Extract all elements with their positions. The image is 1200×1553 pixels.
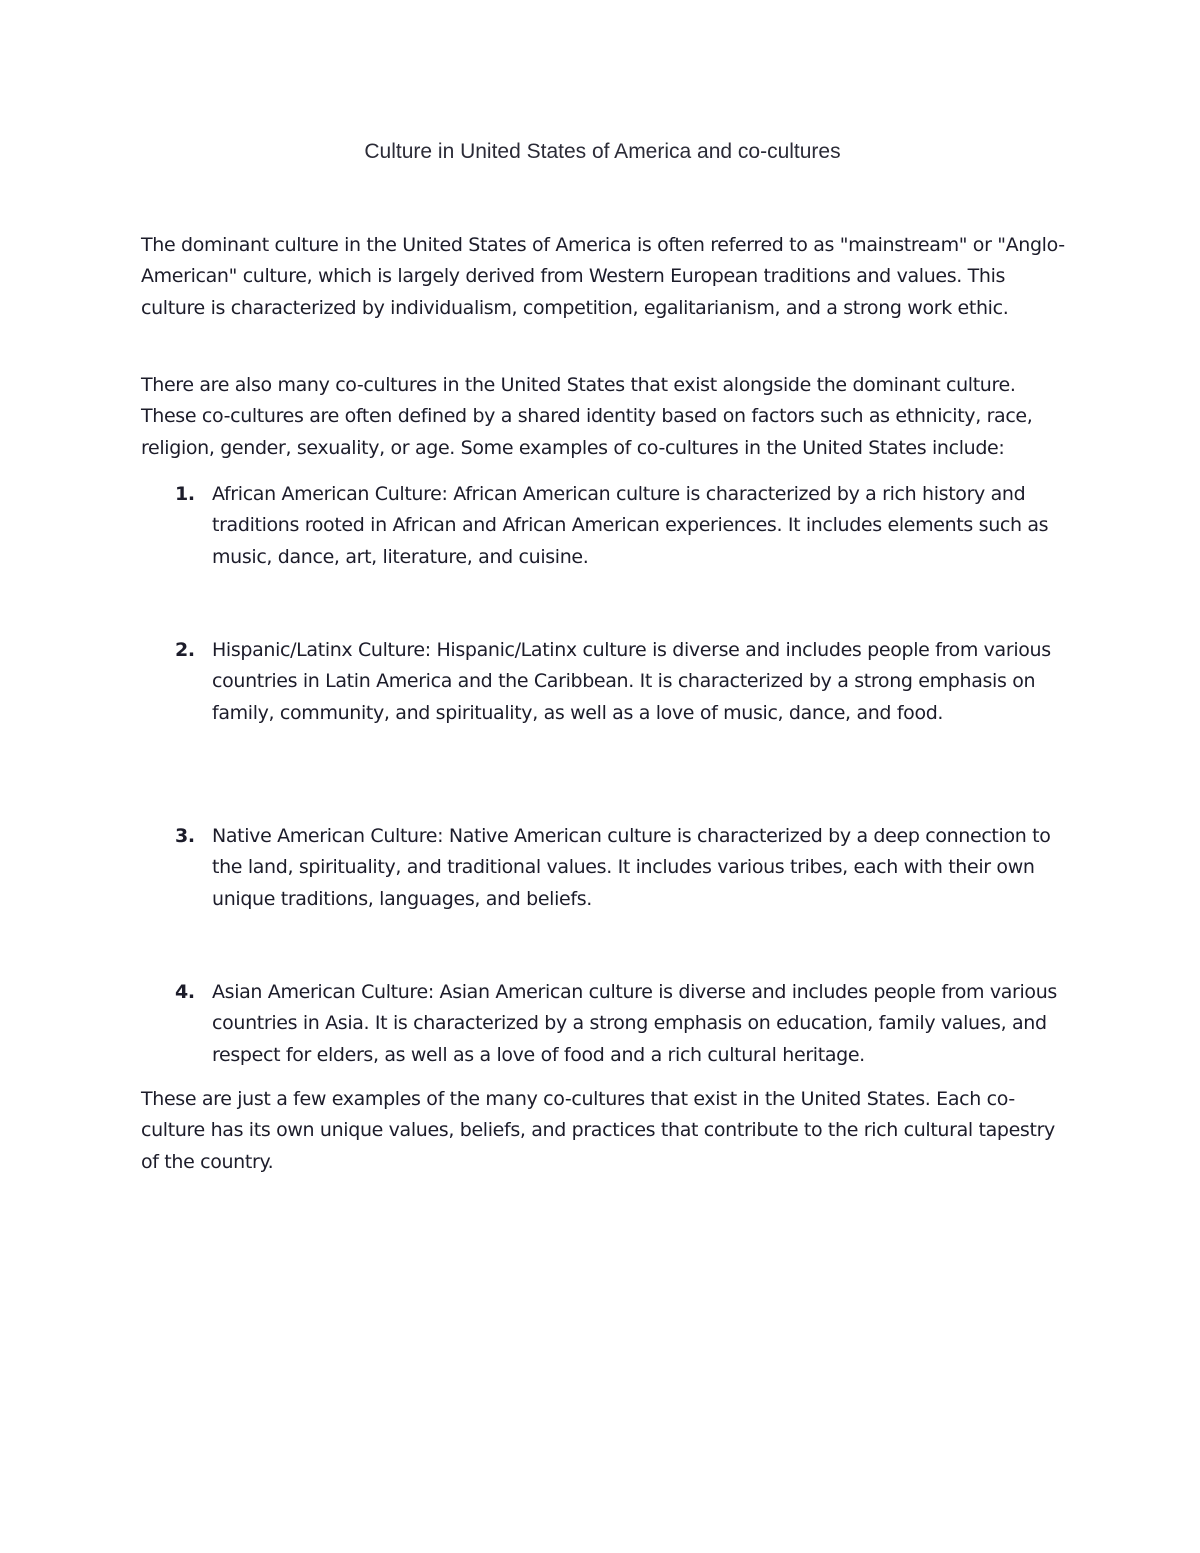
list-item-number: 1. <box>175 483 195 505</box>
list-item-text: Native American Culture: Native American culture is characterized by a deep connection to the land, spirituality, and traditional values. It includes various tribes, each with their own unique traditions, languages, and beliefs. <box>212 825 1051 910</box>
list-item-number: 3. <box>175 825 195 847</box>
list-item-number: 2. <box>175 639 195 661</box>
closing-paragraph: These are just a few examples of the many co-cultures that exist in the United States. Each co-culture has its own unique values, beliefs, and practices that contribute to the rich cultural tapestry of the country. <box>141 1088 1055 1173</box>
co-cultures-paragraph: There are also many co-cultures in the United States that exist alongside the dominant culture. These co-cultures are often defined by a shared identity based on factors such as ethnicity, race, religion, gender, sexuality, or age. Some examples of co-cultures in the United States include: <box>141 374 1033 459</box>
list-item-text: African American Culture: African American culture is characterized by a rich history and traditions rooted in African and African American experiences. It includes elements such as music, dance, art, literature, and cuisine. <box>212 483 1049 568</box>
list-item-text: Asian American Culture: Asian American culture is diverse and includes people from various countries in Asia. It is characterized by a strong emphasis on education, family values, and respect for elders, as well as a love of food and a rich cultural heritage. <box>212 981 1057 1066</box>
intro-paragraph: The dominant culture in the United States of America is often referred to as "mainstream" or "Anglo-American" culture, which is largely derived from Western European traditions and values. This culture is characterized by individualism, competition, egalitarianism, and a strong work ethic. <box>141 234 1065 319</box>
list-item-number: 4. <box>175 981 195 1003</box>
list-item-text: Hispanic/Latinx Culture: Hispanic/Latinx culture is diverse and includes people from various countries in Latin America and the Caribbean. It is characterized by a strong emphasis on family, community, and spirituality, as well as a love of music, dance, and food. <box>212 639 1051 724</box>
document-title: Culture in United States of America and co-cultures <box>364 140 841 163</box>
